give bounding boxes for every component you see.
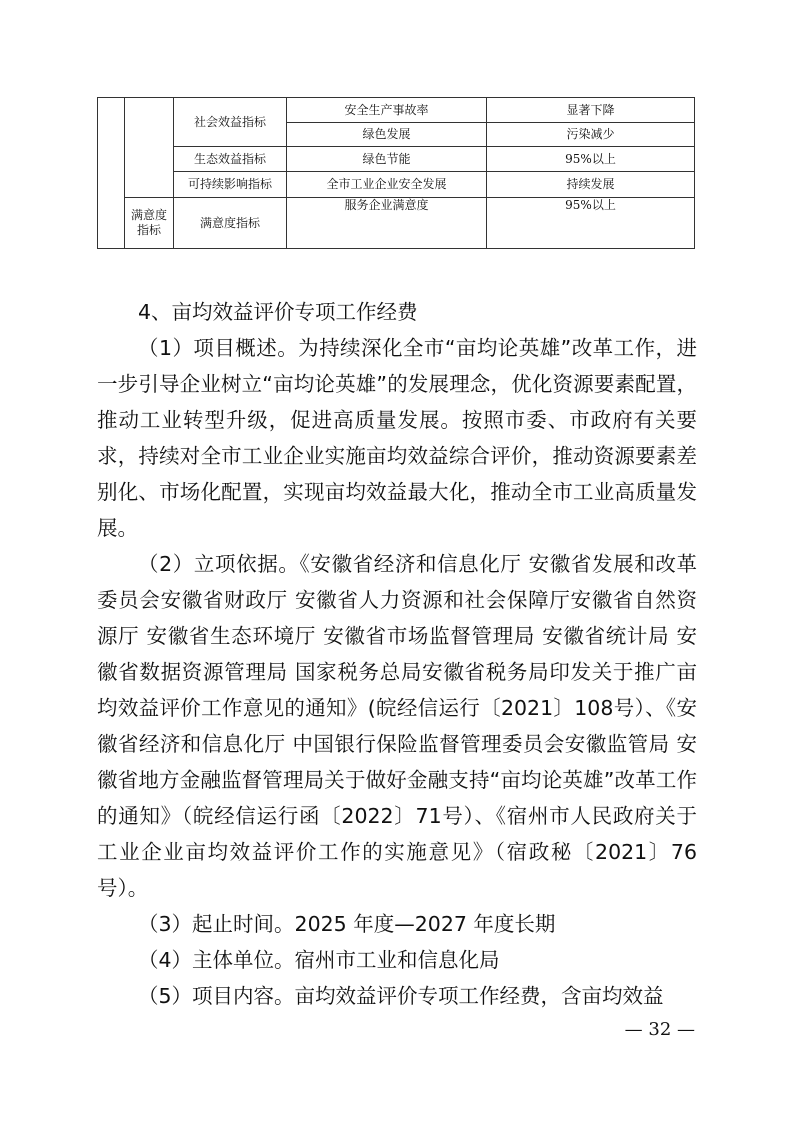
table-cell-target: 95%以上	[487, 198, 695, 249]
table-cell-indicator: 安全生产事故率	[287, 98, 487, 123]
table-cell-indicator: 绿色节能	[287, 147, 487, 172]
table-cell-indicator: 服务企业满意度	[287, 198, 487, 249]
table-cell-subcategory: 满意度指标	[174, 198, 287, 249]
table-row	[98, 98, 695, 123]
table-cell-target: 持续发展	[487, 172, 695, 198]
table-cell-subcategory: 可持续影响指标	[174, 172, 287, 198]
paragraph-basis: （2）立项依据。《安徽省经济和信息化厅 安徽省发展和改革委员会安徽省财政厅 安徽省人力资源和社会保障厅安徽省自然资源厅 安徽省生态环境厅 安徽省市场监督管理局 安徽省统计局 安徽省数据资源管理局 国家税务总局安徽省税务局印发关于推广亩均效益评价工作意见的通知》(皖经信运行〔2021〕108号）、《安徽省经济和信息化厅 中国银行保险监督管理委员会安徽监管局 安徽省地方金融监督管理局关于做好金融支持“亩均论英雄”改革工作的通知》（皖经信运行函〔2022〕71号）、《宿州市人民政府关于工业企业亩均效益评价工作的实施意见》（宿政秘〔2021〕76号）。	[97, 552, 697, 900]
body-text	[97, 330, 697, 1014]
table-cell-target: 污染减少	[487, 123, 695, 147]
paragraph-period: （3）起止时间。2025 年度—2027 年度长期	[138, 912, 556, 936]
table-cell-indicator: 全市工业企业安全发展	[287, 172, 487, 198]
table-row	[98, 198, 695, 249]
table-cell-subcategory: 生态效益指标	[174, 147, 287, 172]
page-number: — 32 —	[624, 1019, 695, 1040]
performance-indicator-table	[97, 97, 695, 249]
paragraph-overview: （1）项目概述。为持续深化全市“亩均论英雄”改革工作，进一步引导企业树立“亩均论英雄”的发展理念，优化资源要素配置，推动工业转型升级，促进高质量发展。按照市委、市政府有关要求，持续对全市工业企业实施亩均效益综合评价，推动资源要素差别化、市场化配置，实现亩均效益最大化，推动全市工业高质量发展。	[97, 336, 697, 540]
table-row	[98, 147, 695, 172]
paragraph-unit: （4）主体单位。宿州市工业和信息化局	[138, 948, 500, 972]
table-cell-target: 显著下降	[487, 98, 695, 123]
table-row	[98, 172, 695, 198]
table-cell-blank	[125, 98, 174, 198]
table-cell-target: 95%以上	[487, 147, 695, 172]
paragraph-content: （5）项目内容。亩均效益评价专项工作经费，含亩均效益	[138, 984, 664, 1008]
section-heading: 4、亩均效益评价专项工作经费	[138, 300, 418, 324]
table-cell-subcategory: 社会效益指标	[174, 98, 287, 147]
table-cell-blank	[98, 98, 125, 249]
table-cell-category: 满意度指标	[125, 198, 174, 249]
table-cell-indicator: 绿色发展	[287, 123, 487, 147]
